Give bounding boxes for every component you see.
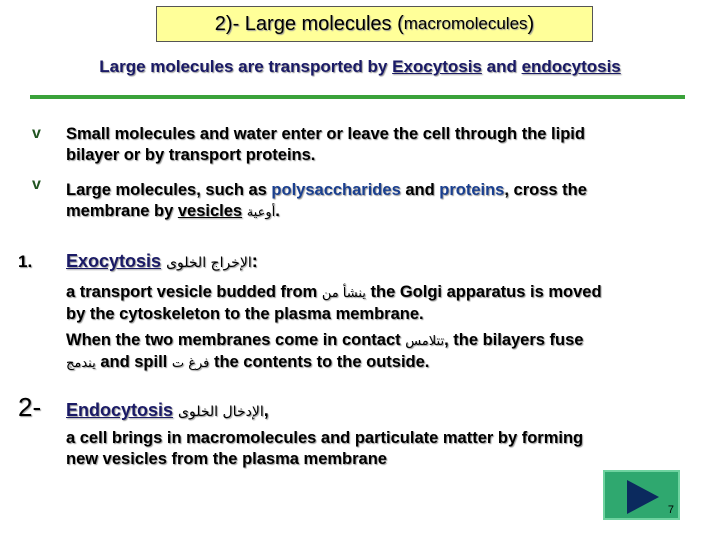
s2-line-2: new vesicles from the plasma membrane	[66, 450, 387, 468]
s1-line-4	[66, 352, 711, 374]
section-1-text	[66, 282, 711, 374]
title-small: macromolecules	[403, 14, 528, 33]
play-icon	[623, 478, 661, 516]
heading-exocytosis: Exocytosis	[66, 251, 162, 271]
arabic-spill: فرغ ت	[171, 356, 210, 371]
s1-l4a: and spill	[95, 353, 172, 371]
section-1-number: 1.	[18, 252, 33, 271]
heading-comma: ,	[263, 400, 269, 420]
subtitle-endocytosis: endocytosis	[521, 57, 621, 76]
bullet-text-1	[66, 124, 706, 166]
heading-endocytosis: Endocytosis	[66, 400, 174, 420]
arabic-arises-from: ينشأ من	[321, 286, 366, 301]
b2-period: .	[275, 202, 280, 220]
bullet-text-2	[66, 180, 706, 223]
arabic-vesicles: أوعية	[246, 205, 276, 220]
title-close: )	[527, 12, 535, 35]
page-number: 7	[667, 504, 674, 516]
b2-and: and	[400, 181, 440, 199]
s1-line-2: by the cytoskeleton to the plasma membrane.	[66, 305, 424, 323]
arabic-fuse: يندمج	[66, 356, 96, 371]
section-2-heading	[66, 400, 269, 421]
bullet-2-line-1	[66, 180, 706, 201]
keyword-vesicles: vesicles	[177, 202, 243, 220]
bullet-2-line-2	[66, 201, 706, 223]
bullet-1-line-2: bilayer or by transport proteins.	[66, 146, 316, 164]
next-slide-button[interactable]	[603, 470, 680, 520]
bullet-icon: v	[32, 176, 41, 193]
s1-l1b: the Golgi apparatus is moved	[365, 283, 602, 301]
s1-line-1	[66, 282, 711, 304]
s1-l3b: , the bilayers fuse	[444, 331, 584, 349]
heading-colon: :	[251, 251, 258, 271]
arabic-endocytosis: الإدخال الخلوى	[178, 404, 264, 420]
slide-title	[156, 6, 593, 42]
keyword-proteins: proteins	[439, 181, 505, 199]
s1-l4b: the contents to the outside.	[209, 353, 430, 371]
arabic-exocytosis: الإخراج الخلوى	[166, 255, 252, 271]
b2-cross: , cross the	[504, 181, 587, 199]
arabic-contact: تتلامس	[405, 334, 445, 349]
b2-text: Large molecules, such as	[66, 181, 272, 199]
section-1-heading	[66, 251, 258, 272]
s1-line-3	[66, 330, 711, 352]
subtitle-exocytosis: Exocytosis	[392, 57, 482, 76]
divider-rule	[30, 95, 685, 99]
section-2-text	[66, 428, 711, 470]
title-main: 2)- Large molecules (	[214, 12, 404, 35]
bullet-icon: v	[32, 125, 41, 142]
subtitle-prefix: Large molecules are transported by	[99, 57, 393, 76]
b2-membrane: membrane by	[66, 202, 178, 220]
bullet-1-line-1: Small molecules and water enter or leave the cell through the lipid	[66, 125, 585, 143]
s2-line-1: a cell brings in macromolecules and particulate matter by forming	[66, 429, 584, 447]
slide-subtitle	[0, 57, 720, 77]
s1-l3a: When the two membranes come in contact	[66, 331, 406, 349]
section-2-number: 2-	[18, 392, 42, 422]
s1-l1a: a transport vesicle budded from	[66, 283, 322, 301]
keyword-polysaccharides: polysaccharides	[271, 181, 401, 199]
subtitle-mid: and	[481, 57, 522, 76]
